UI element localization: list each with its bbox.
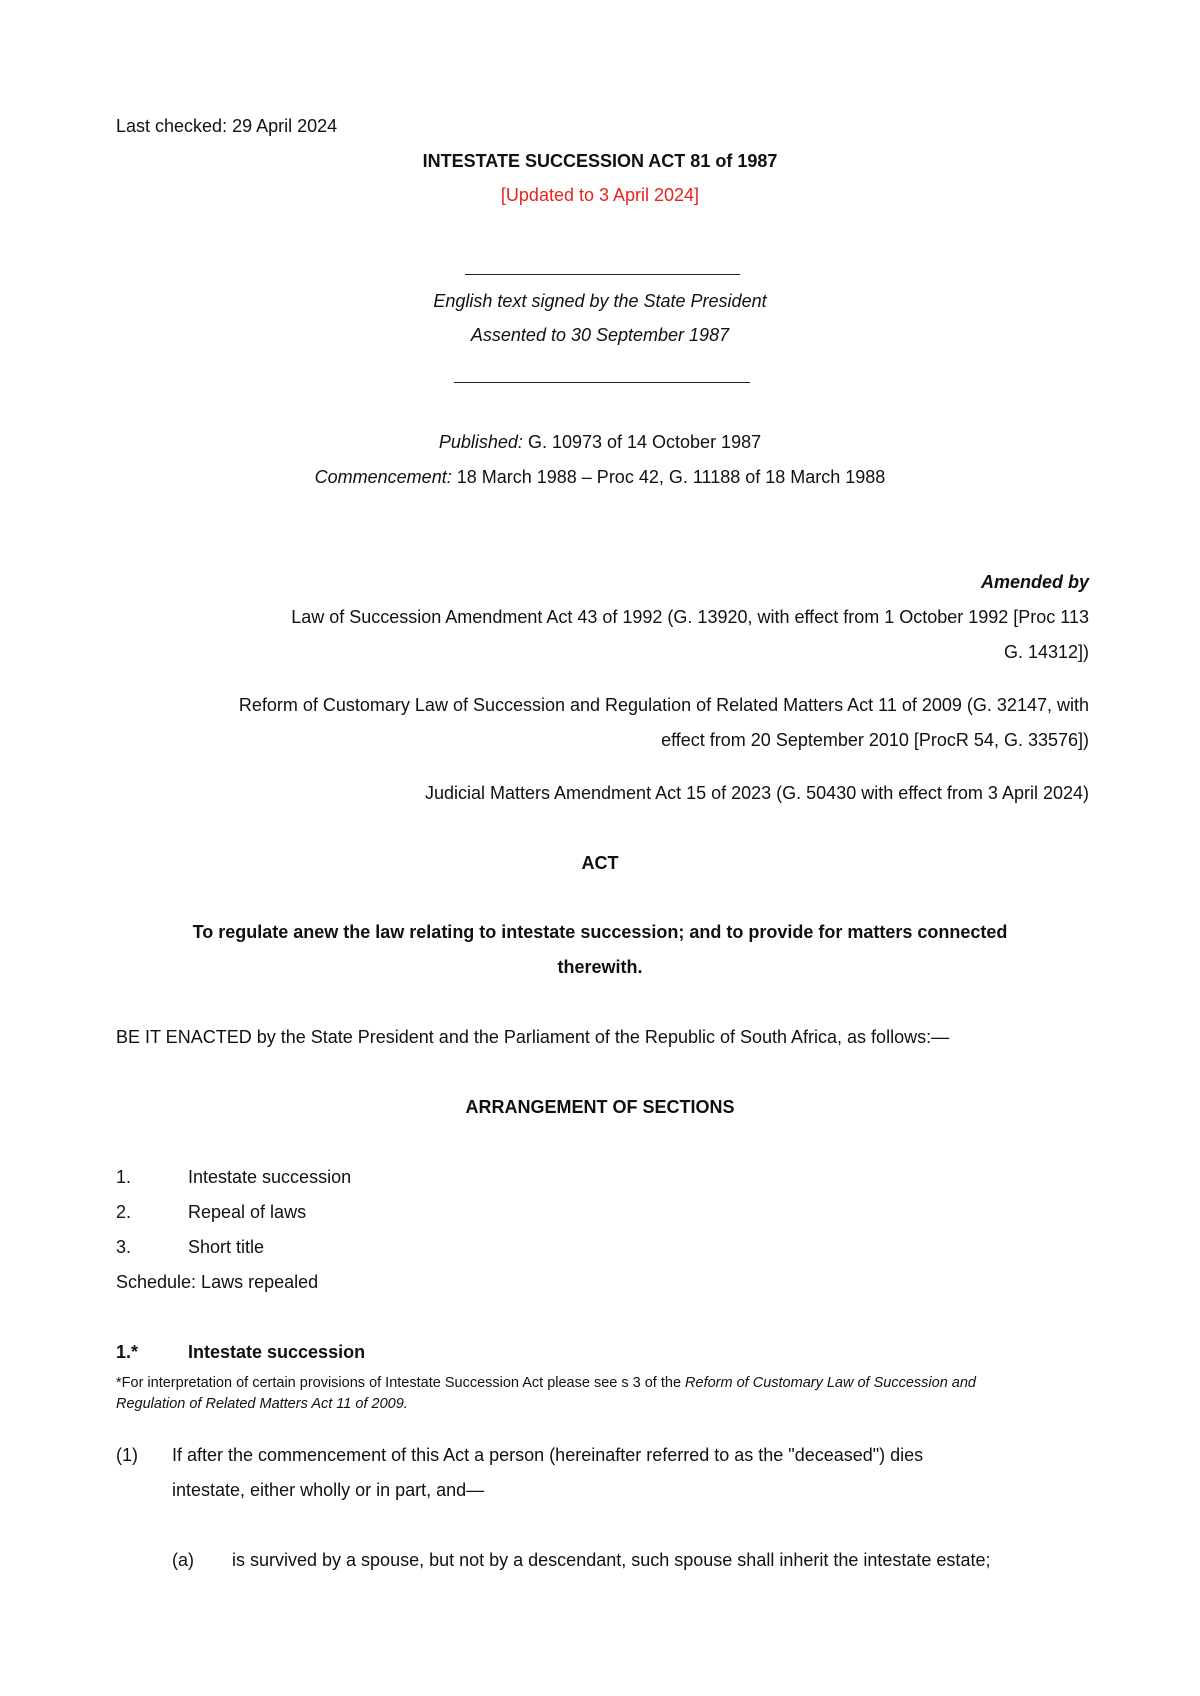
signed-text: English text signed by the State President bbox=[433, 291, 767, 311]
subsection-1-line2: intestate, either wholly or in part, and— bbox=[172, 1480, 485, 1500]
section-1-number: 1.* bbox=[116, 1342, 139, 1362]
footnote-text: *For interpretation of certain provisions of Intestate Succession Act please see s 3 of the bbox=[116, 1375, 686, 1391]
section-1-footnote bbox=[116, 1373, 1096, 1415]
amendment-1-line2: G. 14312]) bbox=[1003, 642, 1089, 662]
commencement-label: Commencement: bbox=[314, 467, 452, 487]
amendment-1-line1: Law of Succession Amendment Act 43 of 1992 (G. 13920, with effect from 1 October 1992 [Proc 113 bbox=[291, 607, 1089, 627]
commencement-line bbox=[0, 460, 1200, 495]
footnote-act-reference-2: Regulation of Related Matters Act 11 of 2009. bbox=[116, 1396, 408, 1412]
published-value: G. 10973 of 14 October 1987 bbox=[522, 432, 762, 452]
published-label: Published: bbox=[438, 432, 523, 452]
paragraph-a-number: (a) bbox=[172, 1550, 194, 1570]
subsection-1-number: (1) bbox=[116, 1445, 138, 1465]
act-heading: ACT bbox=[581, 853, 619, 873]
toc-item-number: 2. bbox=[116, 1202, 132, 1222]
arrangement-heading: ARRANGEMENT OF SECTIONS bbox=[465, 1097, 735, 1117]
subsection-1-line1: If after the commencement of this Act a person (hereinafter referred to as the "deceased") dies bbox=[172, 1445, 924, 1465]
published-line bbox=[0, 425, 1200, 460]
commencement-value: 18 March 1988 – Proc 42, G. 11188 of 18 March 1988 bbox=[451, 467, 886, 487]
amendment-2-line2: effect from 20 September 2010 [ProcR 54, G. 33576]) bbox=[661, 730, 1089, 750]
toc-item-title: Repeal of laws bbox=[188, 1202, 307, 1222]
footnote-act-reference-1: Reform of Customary Law of Succession and bbox=[685, 1375, 976, 1391]
act-title: INTESTATE SUCCESSION ACT 81 of 1987 bbox=[422, 151, 778, 171]
updated-notice: [Updated to 3 April 2024] bbox=[500, 185, 700, 205]
assented-date: Assented to 30 September 1987 bbox=[470, 325, 730, 345]
divider-top bbox=[465, 274, 740, 275]
toc-item-number: 3. bbox=[116, 1237, 132, 1257]
toc-item-number: 1. bbox=[116, 1167, 132, 1187]
toc-item-title: Short title bbox=[188, 1237, 265, 1257]
divider-bottom bbox=[454, 382, 750, 383]
long-title-line1: To regulate anew the law relating to intestate succession; and to provide for matters connected bbox=[192, 922, 1008, 942]
last-checked: Last checked: 29 April 2024 bbox=[116, 116, 338, 136]
amended-by-heading: Amended by bbox=[980, 572, 1089, 592]
enactment-clause: BE IT ENACTED by the State President and the Parliament of the Republic of South Africa, as follows:— bbox=[116, 1027, 950, 1047]
paragraph-a-text: is survived by a spouse, but not by a descendant, such spouse shall inherit the intestate estate; bbox=[232, 1550, 991, 1570]
section-1-title: Intestate succession bbox=[188, 1342, 366, 1362]
toc-item-title: Intestate succession bbox=[188, 1167, 352, 1187]
long-title-line2: therewith. bbox=[557, 957, 643, 977]
schedule-entry: Schedule: Laws repealed bbox=[116, 1272, 319, 1292]
amendment-3: Judicial Matters Amendment Act 15 of 2023 (G. 50430 with effect from 3 April 2024) bbox=[424, 783, 1089, 803]
amendment-2-line1: Reform of Customary Law of Succession and Regulation of Related Matters Act 11 of 2009 (G. 32147, with bbox=[238, 695, 1089, 715]
